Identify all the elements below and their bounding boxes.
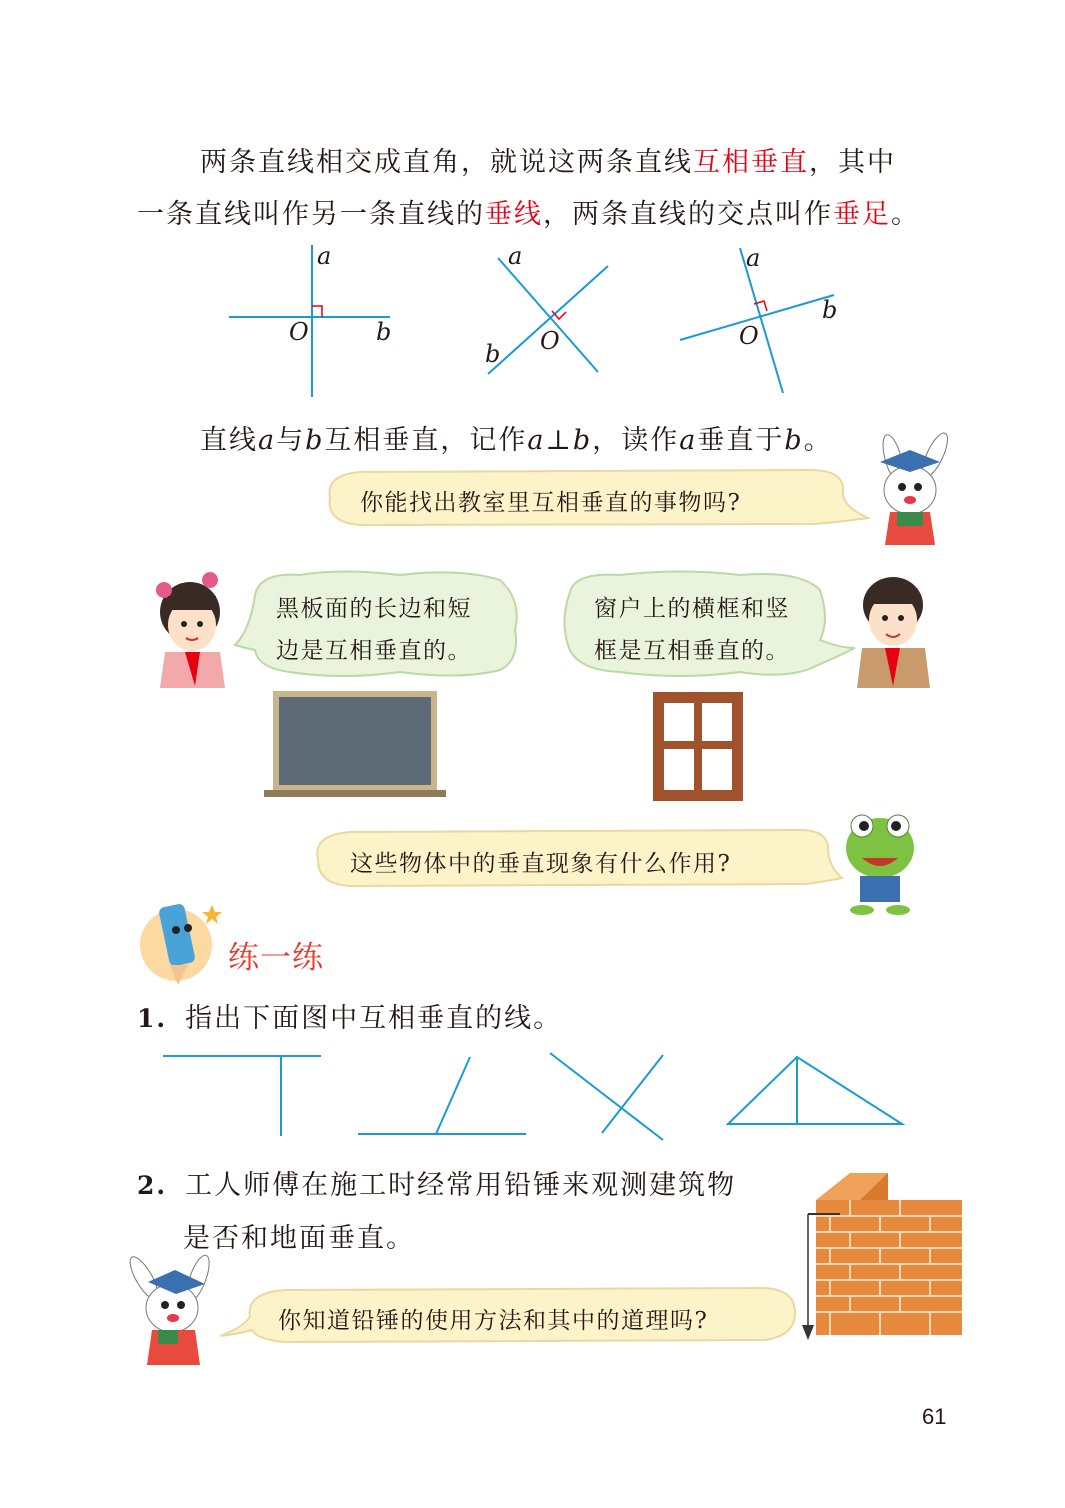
question-2-line-1: 2. 工人师傅在施工时经常用铅锤来观测建筑物 bbox=[137, 1170, 737, 1201]
intro-line-2: 一条直线叫作另一条直线的垂线，两条直线的交点叫作垂足。 bbox=[137, 199, 920, 230]
rabbit2-character-icon bbox=[125, 1253, 214, 1365]
practice-fig-triangle bbox=[728, 1057, 902, 1124]
fig1-label-o: O bbox=[289, 318, 309, 346]
girl-bubble-line-1: 黑板面的长边和短 bbox=[276, 596, 472, 622]
intro-line-1: 两条直线相交成直角，就说这两条直线互相垂直，其中 bbox=[200, 147, 896, 178]
fig3-label-a: a bbox=[746, 244, 761, 272]
fig3-label-b: b bbox=[822, 296, 838, 324]
frog-character-icon bbox=[846, 815, 914, 915]
question-1: 1. 指出下面图中互相垂直的线。 bbox=[137, 1003, 563, 1034]
practice-fig-t bbox=[163, 1056, 321, 1136]
girl-character-icon bbox=[156, 572, 225, 688]
rabbit2-question-text: 你知道铅锤的使用方法和其中的道理吗? bbox=[278, 1308, 709, 1334]
window-icon bbox=[653, 692, 743, 801]
question-2-line-2: 是否和地面垂直。 bbox=[183, 1223, 415, 1254]
fig1-label-b: b bbox=[376, 318, 392, 346]
fig3-label-o: O bbox=[739, 322, 759, 350]
fig2-label-a: a bbox=[508, 242, 523, 270]
frog-question-text: 这些物体中的垂直现象有什么作用? bbox=[350, 851, 732, 877]
boy-character-icon bbox=[857, 577, 930, 688]
rabbit-character-icon bbox=[879, 430, 952, 545]
practice-heading: 练一练 bbox=[228, 940, 324, 976]
practice-fig-oblique bbox=[358, 1057, 526, 1134]
boy-bubble-line-1: 窗户上的横框和竖 bbox=[594, 596, 790, 622]
boy-bubble-line-2: 框是互相垂直的。 bbox=[594, 638, 790, 664]
girl-bubble-line-2: 边是互相垂直的。 bbox=[276, 638, 472, 664]
practice-fig-x bbox=[550, 1053, 663, 1140]
brick-wall-icon bbox=[802, 1173, 962, 1340]
practice-figures bbox=[163, 1053, 902, 1140]
fig2-label-o: O bbox=[540, 327, 560, 355]
page-number: 61 bbox=[922, 1404, 947, 1429]
rabbit-question-text: 你能找出教室里互相垂直的事物吗? bbox=[360, 490, 742, 516]
notation-line: 直线a与b互相垂直，记作a⊥b，读作a垂直于b。 bbox=[200, 425, 833, 456]
pencil-mascot-icon bbox=[140, 903, 222, 985]
fig2-label-b: b bbox=[485, 340, 501, 368]
fig1-label-a: a bbox=[317, 242, 332, 270]
plumb-bob-icon bbox=[802, 1325, 814, 1340]
blackboard-icon bbox=[264, 691, 446, 797]
